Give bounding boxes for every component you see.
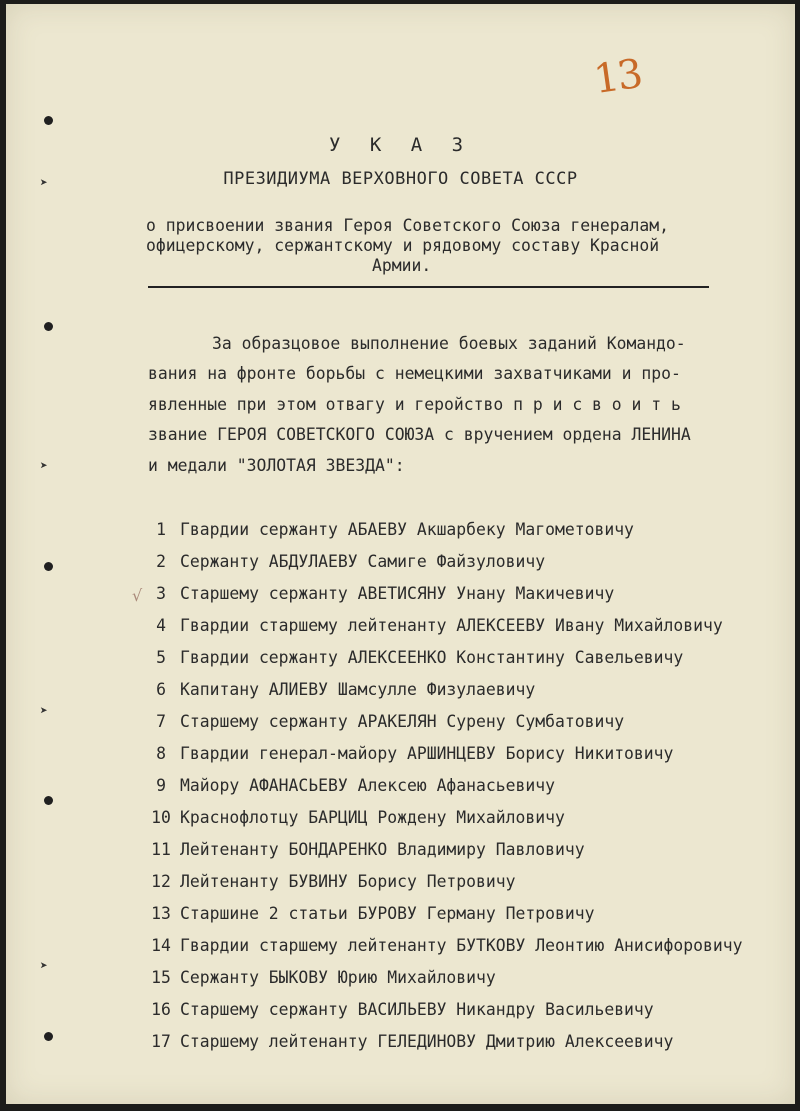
list-item-name: Сержанту БЫКОВУ Юрию Михайловичу	[180, 968, 496, 987]
preamble-line: вания на фронте борьбы с немецкими захватчиками и про-	[148, 364, 681, 383]
list-item-number: 11	[151, 840, 171, 859]
list-item-number: 15	[151, 968, 171, 987]
list-item-name: Гвардии старшему лейтенанту АЛЕКСЕЕВУ Ивану Михайловичу	[180, 616, 723, 635]
list-item	[142, 520, 634, 544]
list-item-name: Майору АФАНАСЬЕВУ Алексею Афанасьевичу	[180, 776, 555, 795]
document-page	[6, 4, 795, 1104]
list-item	[142, 776, 555, 800]
list-item-number: 14	[151, 936, 171, 955]
handwritten-page-number: 13	[591, 50, 644, 104]
list-item	[142, 872, 516, 896]
list-item-name: Лейтенанту БОНДАРЕНКО Владимиру Павловичу	[180, 840, 585, 859]
title-divider	[148, 286, 709, 288]
margin-tear-mark: ➤	[40, 459, 48, 474]
list-item-name: Капитану АЛИЕВУ Шамсулле Физулаевичу	[180, 680, 536, 699]
list-item-name: Старшему сержанту ВАСИЛЬЕВУ Никандру Васильевичу	[180, 1000, 654, 1019]
list-item-number: 4	[156, 616, 166, 635]
list-item-number: 13	[151, 904, 171, 923]
list-item-number: 1	[156, 520, 166, 539]
list-item	[142, 616, 723, 640]
list-item-name: Старшему сержанту АРАКЕЛЯН Сурену Сумбатовичу	[180, 712, 625, 731]
list-item-name: Краснофлотцу БАРЦИЦ Рождену Михайловичу	[180, 808, 565, 827]
list-item	[142, 904, 594, 928]
list-item-name: Старшему сержанту АВЕТИСЯНУ Унану Макичевичу	[180, 584, 615, 603]
preamble-line: явленные при этом отвагу и геройство п р и с в о и т ь	[148, 395, 681, 414]
list-item-name: Гвардии сержанту АБАЕВУ Акшарбеку Магометовичу	[180, 520, 634, 539]
list-item-number: 12	[151, 872, 171, 891]
preamble-line: За образцовое выполнение боевых заданий Командо-	[212, 334, 686, 353]
subject-line: Армии.	[372, 256, 432, 275]
decree-title: У К А З	[328, 134, 473, 156]
margin-tear-mark: ➤	[40, 959, 48, 974]
list-item-name: Гвардии старшему лейтенанту БУТКОВУ Леонтию Анисифоровичу	[180, 936, 743, 955]
list-item-name: Сержанту АБДУЛАЕВУ Самиге Файзуловичу	[180, 552, 546, 571]
list-item	[142, 584, 614, 608]
list-item-number: 6	[156, 680, 166, 699]
binder-hole	[44, 116, 53, 125]
list-item	[142, 840, 585, 864]
list-item	[142, 712, 624, 736]
margin-tear-mark: ➤	[40, 176, 48, 191]
binder-hole	[44, 322, 53, 331]
list-item	[142, 968, 496, 992]
list-item	[142, 808, 565, 832]
list-item-name: Старшему лейтенанту ГЕЛЕДИНОВУ Дмитрию Алексеевичу	[180, 1032, 674, 1051]
list-item	[142, 1000, 654, 1024]
subject-line: о присвоении звания Героя Советского Союза генералам,	[146, 216, 670, 235]
list-item	[142, 552, 545, 576]
list-item-name: Старшине 2 статьи БУРОВУ Герману Петровичу	[180, 904, 595, 923]
binder-hole	[44, 1032, 53, 1041]
list-item-number: 9	[156, 776, 166, 795]
list-item-number: 2	[156, 552, 166, 571]
list-item-number: 7	[156, 712, 166, 731]
list-item-number: 3	[156, 584, 166, 603]
list-item	[142, 936, 742, 960]
margin-checkmark: √	[132, 586, 143, 605]
list-item-number: 5	[156, 648, 166, 667]
list-item-number: 10	[151, 808, 171, 827]
preamble-line: звание ГЕРОЯ СОВЕТСКОГО СОЮЗА с вручением ордена ЛЕНИНА	[148, 425, 691, 444]
subject-line: офицерскому, сержантскому и рядовому составу Красной	[146, 236, 660, 255]
binder-hole	[44, 562, 53, 571]
list-item-number: 17	[151, 1032, 171, 1051]
list-item-name: Гвардии сержанту АЛЕКСЕЕНКО Константину Савельевичу	[180, 648, 684, 667]
binder-hole	[44, 796, 53, 805]
list-item-name: Гвардии генерал-майору АРШИНЦЕВУ Борису Никитовичу	[180, 744, 674, 763]
preamble-line: и медали "ЗОЛОТАЯ ЗВЕЗДА":	[148, 456, 405, 475]
list-item	[142, 680, 535, 704]
list-item-number: 16	[151, 1000, 171, 1019]
list-item	[142, 1032, 673, 1056]
margin-tear-mark: ➤	[40, 704, 48, 719]
list-item	[142, 744, 673, 768]
list-item-number: 8	[156, 744, 166, 763]
decree-issuer: ПРЕЗИДИУМА ВЕРХОВНОГО СОВЕТА СССР	[223, 169, 578, 189]
list-item-name: Лейтенанту БУВИНУ Борису Петровичу	[180, 872, 516, 891]
list-item	[142, 648, 683, 672]
